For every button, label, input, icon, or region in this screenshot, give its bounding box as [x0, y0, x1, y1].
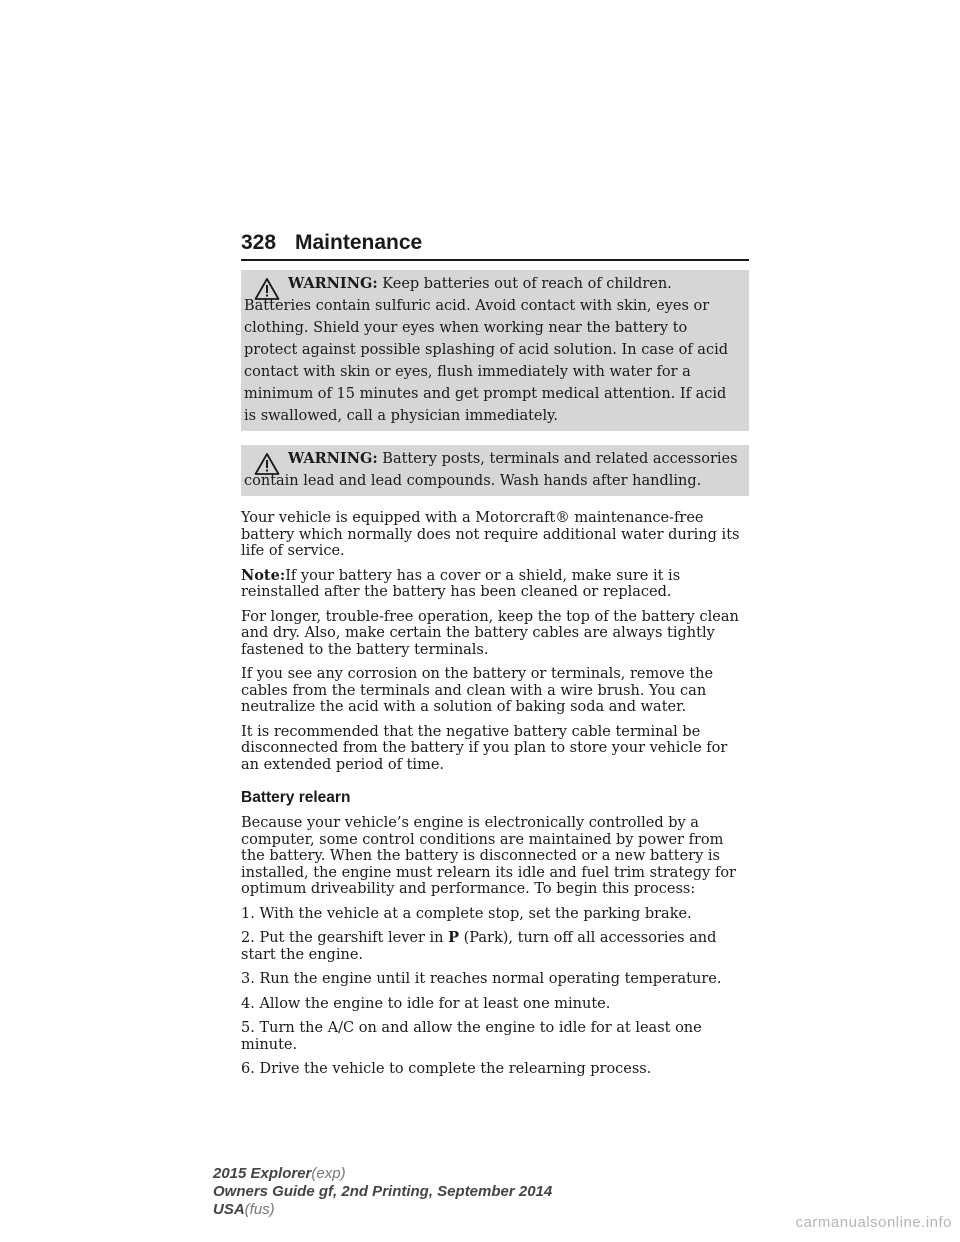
- warning-text: Keep batteries out of reach of children. Batteries contain sulfuric acid. Avoid contact with skin, eyes or clothing. Shield your eyes when working near the battery to protect against possible splashing of acid solution. In case of acid contact with skin or eyes, flush immediately with water for a minimum of 15 minutes and get prompt medical attention. If acid is swallowed, call a physician immediately.: [244, 276, 728, 424]
- header-rule: [241, 259, 749, 261]
- warning-triangle-icon: [254, 277, 280, 301]
- section-heading-battery-relearn: Battery relearn: [241, 789, 351, 806]
- note-text: If your battery has a cover or a shield, make sure it is reinstalled after the battery has been cleaned or replaced.: [241, 567, 681, 600]
- park-letter: P: [448, 929, 460, 946]
- section-title: Maintenance: [295, 231, 423, 254]
- page-header: [241, 229, 749, 257]
- document-footer: [213, 1165, 552, 1219]
- page-content: [241, 270, 749, 1086]
- footer-guide-line: Owners Guide gf, 2nd Printing, September 2014: [213, 1183, 553, 1200]
- relearn-step-5: 5. Turn the A/C on and allow the engine to idle for at least one minute.: [241, 1020, 702, 1053]
- warning-label: WARNING:: [288, 275, 378, 292]
- warning-text: Battery posts, terminals and related accessories contain lead and lead compounds. Wash hands after handling.: [244, 451, 738, 489]
- warning-box-acid: [241, 270, 749, 431]
- relearn-step-2: 2. Put the gearshift lever in P (Park), turn off all accessories and start the engine.: [241, 929, 717, 963]
- relearn-intro: Because your vehicle’s engine is electronically controlled by a computer, some control conditions are maintained by power from the battery. When the battery is disconnected or a new battery is installed, the engine must relearn its idle and fuel trim strategy for optimum driveability and performance. To begin this process:: [241, 815, 736, 897]
- paragraph-clean-dry: For longer, trouble-free operation, keep the top of the battery clean and dry. Also, make certain the battery cables are always tightly fastened to the battery terminals.: [241, 608, 739, 658]
- warning-label: WARNING:: [288, 450, 378, 467]
- relearn-step-1: 1. With the vehicle at a complete stop, set the parking brake.: [241, 905, 692, 922]
- paragraph-motorcraft: Your vehicle is equipped with a Motorcraft® maintenance-free battery which normally does not require additional water during its life of service.: [241, 510, 740, 559]
- warning-box-lead: [241, 445, 749, 496]
- page-number: 328: [241, 231, 277, 254]
- warning-triangle-icon: [254, 452, 280, 476]
- paragraph-corrosion: If you see any corrosion on the battery or terminals, remove the cables from the terminals and clean with a wire brush. You can neutralize the acid with a solution of baking soda and water.: [241, 666, 714, 715]
- footer-model-line: 2015 Explorer(exp): [213, 1165, 346, 1182]
- relearn-step-3: 3. Run the engine until it reaches normal operating temperature.: [241, 971, 722, 987]
- relearn-step-6: 6. Drive the vehicle to complete the relearning process.: [241, 1061, 652, 1077]
- note-label: Note:: [241, 566, 286, 584]
- site-watermark: carmanualsonline.info: [795, 1214, 952, 1231]
- note-paragraph: [241, 568, 749, 601]
- relearn-step-4: 4. Allow the engine to idle for at least one minute.: [241, 995, 611, 1012]
- paragraph-storage: It is recommended that the negative battery cable terminal be disconnected from the battery if you plan to store your vehicle for an extended period of time.: [241, 723, 728, 773]
- footer-region-line: USA(fus): [213, 1201, 275, 1218]
